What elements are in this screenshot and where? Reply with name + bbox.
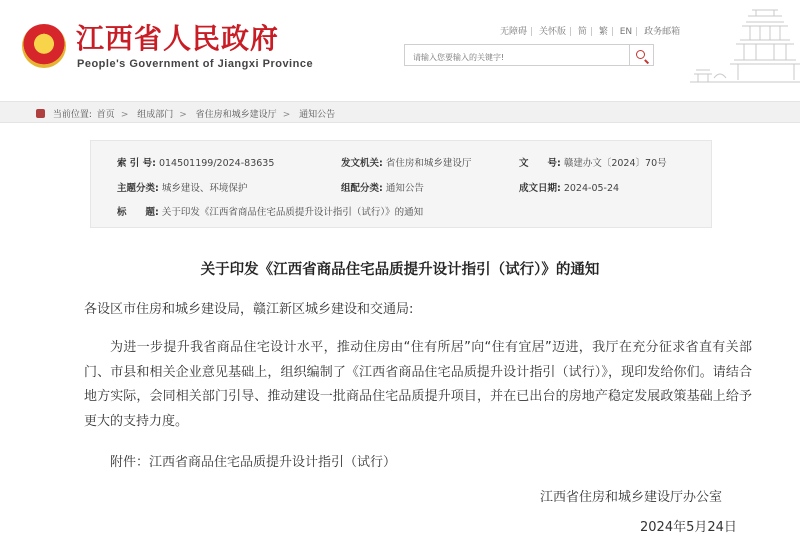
search-icon bbox=[636, 50, 645, 59]
english-link[interactable]: EN bbox=[619, 27, 633, 37]
article-issuer: 江西省住房和城乡建设厅办公室 bbox=[540, 490, 723, 505]
meta-issuer: 发文机关: 省住房和城乡建设厅 bbox=[341, 158, 472, 169]
pavilion-illustration-icon bbox=[690, 0, 800, 96]
search-box bbox=[404, 44, 630, 66]
gov-mail-link[interactable]: 政务邮箱 bbox=[644, 27, 681, 37]
search-input[interactable] bbox=[405, 48, 629, 68]
breadcrumb: 当前位置: 首页 > 组成部门 > 省住房和城乡建设厅 > 通知公告 bbox=[36, 107, 337, 120]
location-icon bbox=[36, 109, 45, 118]
breadcrumb-notices[interactable]: 通知公告 bbox=[299, 110, 336, 120]
meta-subject: 主题分类: 城乡建设、环境保护 bbox=[117, 183, 248, 194]
article-attachment[interactable]: 附件：江西省商品住宅品质提升设计指引（试行） bbox=[110, 455, 397, 470]
document-metadata bbox=[90, 140, 712, 228]
simplified-chinese-link[interactable]: 简 bbox=[577, 27, 587, 37]
search-button[interactable] bbox=[630, 44, 654, 66]
breadcrumb-bar bbox=[0, 101, 800, 123]
meta-date: 成文日期: 2024-05-24 bbox=[519, 183, 620, 194]
breadcrumb-departments[interactable]: 组成部门 bbox=[137, 110, 174, 120]
meta-genre: 组配分类: 通知公告 bbox=[341, 183, 424, 194]
top-links: 无障碍 | 关怀版 | 简 | 繁 | EN | 政务邮箱 bbox=[500, 24, 680, 37]
article-title: 关于印发《江西省商品住宅品质提升设计指引（试行）》的通知 bbox=[200, 262, 600, 278]
traditional-chinese-link[interactable]: 繁 bbox=[598, 27, 608, 37]
site-title[interactable]: 江西省人民政府 bbox=[76, 22, 280, 55]
care-mode-link[interactable]: 关怀版 bbox=[538, 27, 566, 37]
site-subtitle: People's Government of Jiangxi Province bbox=[77, 58, 314, 70]
meta-index: 索 引 号: 014501199/2024-83635 bbox=[117, 158, 275, 169]
article-body: 为进一步提升我省商品住宅设计水平，推动住房由“住有所居”向“住有宜居”迈进，我厅在充分征求省直有关部门、市县和相关企业意见基础上，组织编制了《江西省商品住宅品质提升设计指引（试行）》，现印发给你们。请结合地方实际，会同相关部门引导、推动建设一批商品住宅品质提升项目，并在已出台的房地产稳定发展政策基础上给予更大的支持力度。 bbox=[84, 340, 752, 429]
national-emblem-icon: ★ bbox=[22, 24, 66, 68]
breadcrumb-prefix: 当前位置: bbox=[52, 110, 92, 120]
article-date: 2024年5月24日 bbox=[640, 520, 737, 535]
meta-doc-number: 文 号: 赣建办文〔2024〕70号 bbox=[519, 158, 667, 169]
article-salutation: 各设区市住房和城乡建设局，赣江新区城乡建设和交通局: bbox=[84, 302, 414, 317]
meta-title: 标 题: 关于印发《江西省商品住宅品质提升设计指引（试行）》的通知 bbox=[117, 207, 424, 218]
accessibility-link[interactable]: 无障碍 bbox=[500, 27, 528, 37]
site-header bbox=[0, 0, 800, 96]
breadcrumb-home[interactable]: 首页 bbox=[96, 110, 115, 120]
breadcrumb-housing-dept[interactable]: 省住房和城乡建设厅 bbox=[195, 110, 277, 120]
